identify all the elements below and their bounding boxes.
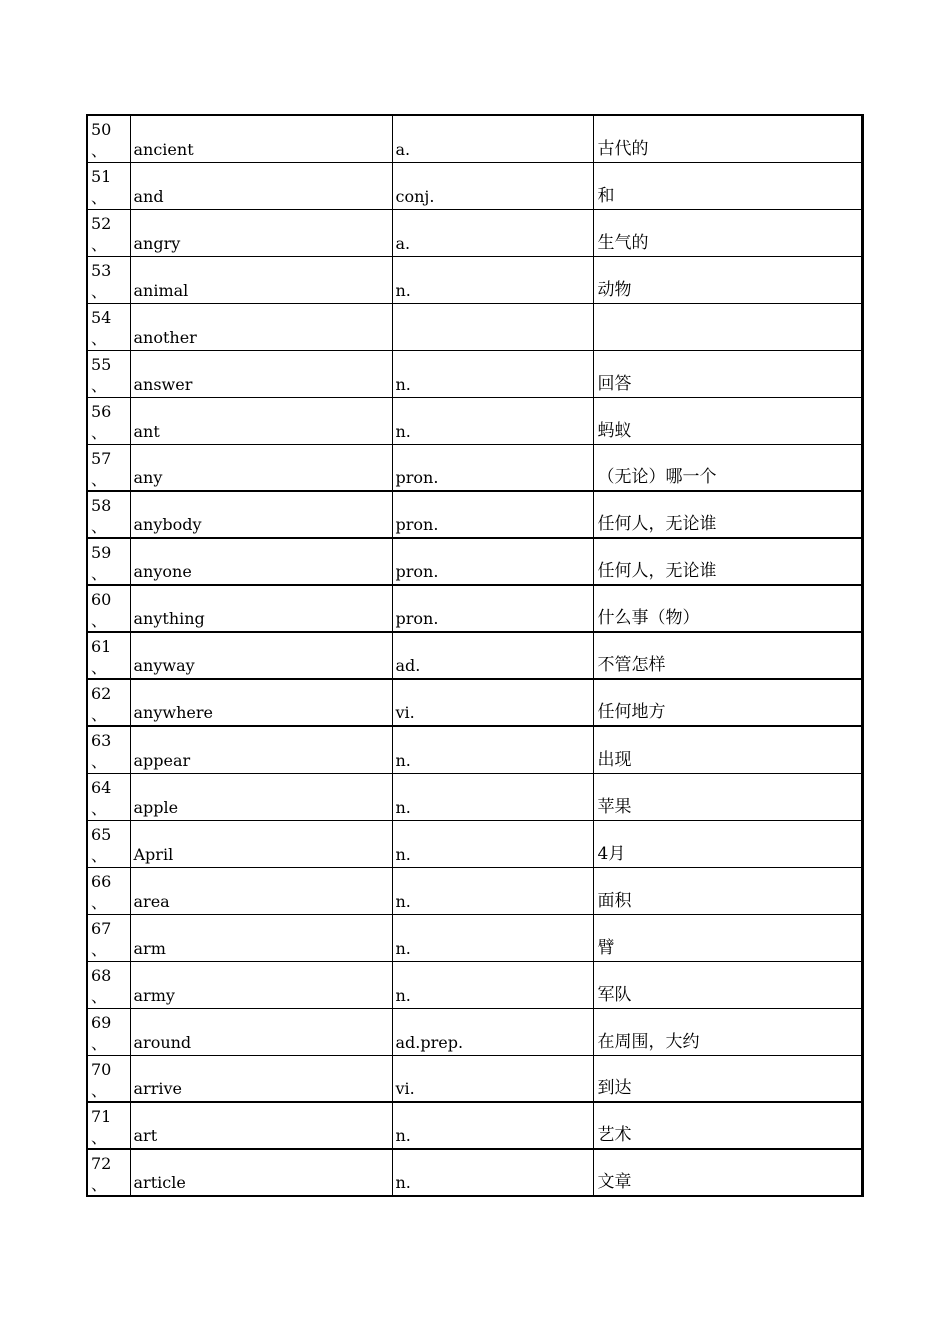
word-cell: anything [130, 585, 392, 632]
table-row [87, 538, 862, 585]
part-of-speech-cell: a. [392, 115, 593, 162]
part-of-speech-cell: vi. [392, 1055, 593, 1102]
row-number: 64 [91, 777, 112, 797]
meaning-cell: 蚂蚁 [593, 397, 862, 444]
table-row [87, 961, 862, 1008]
part-of-speech-cell: n. [392, 914, 593, 961]
row-number: 71 [91, 1107, 112, 1126]
word-cell: ancient [130, 115, 392, 162]
row-number: 54 [91, 307, 112, 327]
word-cell: art [130, 1102, 392, 1149]
row-number-separator: 、 [91, 187, 108, 207]
meaning-cell: 生气的 [593, 209, 862, 256]
word-cell: army [130, 961, 392, 1008]
part-of-speech-cell: pron. [392, 538, 593, 585]
row-number: 61 [91, 637, 112, 656]
table-row [87, 679, 862, 726]
row-number-separator: 、 [91, 1128, 108, 1147]
part-of-speech-cell: vi. [392, 679, 593, 726]
part-of-speech-cell: a. [392, 209, 593, 256]
part-of-speech-cell: n. [392, 1102, 593, 1149]
row-number-cell [87, 1008, 130, 1055]
row-number: 67 [91, 918, 112, 938]
part-of-speech-cell: n. [392, 773, 593, 820]
row-number-cell [87, 585, 130, 632]
row-number-cell [87, 491, 130, 538]
row-number: 65 [91, 824, 112, 844]
word-cell: anyone [130, 538, 392, 585]
row-number-separator: 、 [91, 141, 108, 160]
row-number-cell [87, 115, 130, 162]
row-number-separator: 、 [91, 939, 108, 959]
table-row [87, 444, 862, 491]
row-number-separator: 、 [91, 1033, 108, 1053]
meaning-cell: 臂 [593, 914, 862, 961]
word-cell: any [130, 444, 392, 491]
table-row [87, 914, 862, 961]
row-number-cell [87, 773, 130, 820]
word-cell: apple [130, 773, 392, 820]
row-number-separator: 、 [91, 281, 108, 301]
row-number-separator: 、 [91, 845, 108, 865]
row-number-cell [87, 679, 130, 726]
row-number-separator: 、 [91, 375, 108, 395]
meaning-cell [593, 303, 862, 350]
row-number-cell [87, 350, 130, 397]
row-number-cell [87, 820, 130, 867]
table-row [87, 726, 862, 773]
word-cell: arm [130, 914, 392, 961]
row-number-cell [87, 632, 130, 679]
part-of-speech-cell: n. [392, 350, 593, 397]
row-number: 58 [91, 496, 112, 515]
word-cell: arrive [130, 1055, 392, 1102]
part-of-speech-cell: n. [392, 256, 593, 303]
row-number-separator: 、 [91, 469, 108, 489]
row-number-separator: 、 [91, 611, 108, 630]
meaning-cell: 任何人，无论谁 [593, 538, 862, 585]
meaning-cell: 到达 [593, 1055, 862, 1102]
meaning-cell: 回答 [593, 350, 862, 397]
table-row [87, 397, 862, 444]
meaning-cell: 苹果 [593, 773, 862, 820]
row-number: 60 [91, 590, 112, 609]
meaning-cell: 出现 [593, 726, 862, 773]
row-number: 63 [91, 731, 112, 750]
word-cell: angry [130, 209, 392, 256]
row-number-separator: 、 [91, 1080, 108, 1100]
table-row [87, 115, 862, 162]
part-of-speech-cell: n. [392, 820, 593, 867]
part-of-speech-cell: pron. [392, 491, 593, 538]
meaning-cell: 和 [593, 162, 862, 209]
row-number: 56 [91, 401, 112, 421]
row-number: 55 [91, 354, 112, 374]
row-number: 69 [91, 1012, 112, 1032]
table-row [87, 1008, 862, 1055]
table-row [87, 585, 862, 632]
table-row [87, 1102, 862, 1149]
row-number: 52 [91, 213, 112, 233]
meaning-cell: 动物 [593, 256, 862, 303]
meaning-cell: 面积 [593, 867, 862, 914]
table-row [87, 773, 862, 820]
vocabulary-table [86, 114, 864, 1197]
row-number-cell [87, 444, 130, 491]
row-number-separator: 、 [91, 1175, 108, 1194]
table-row [87, 162, 862, 209]
part-of-speech-cell: n. [392, 1149, 593, 1196]
row-number-separator: 、 [91, 798, 108, 818]
meaning-cell: 在周围，大约 [593, 1008, 862, 1055]
row-number: 51 [91, 166, 112, 186]
row-number-separator: 、 [91, 705, 108, 724]
meaning-cell: 4月 [593, 820, 862, 867]
meaning-cell: 军队 [593, 961, 862, 1008]
row-number-cell [87, 961, 130, 1008]
table-row [87, 303, 862, 350]
row-number-separator: 、 [91, 986, 108, 1006]
row-number-separator: 、 [91, 658, 108, 677]
row-number-cell [87, 1055, 130, 1102]
row-number-cell [87, 209, 130, 256]
table-row [87, 491, 862, 538]
row-number: 72 [91, 1154, 112, 1173]
row-number-cell [87, 1149, 130, 1196]
row-number: 62 [91, 684, 112, 703]
row-number-cell [87, 914, 130, 961]
row-number-cell [87, 303, 130, 350]
table-row [87, 1055, 862, 1102]
table-row [87, 1149, 862, 1196]
row-number-cell [87, 726, 130, 773]
row-number-separator: 、 [91, 752, 108, 771]
row-number-cell [87, 1102, 130, 1149]
word-cell: around [130, 1008, 392, 1055]
part-of-speech-cell: conj. [392, 162, 593, 209]
row-number-separator: 、 [91, 892, 108, 912]
part-of-speech-cell: n. [392, 726, 593, 773]
row-number: 53 [91, 260, 112, 280]
word-cell: anywhere [130, 679, 392, 726]
meaning-cell: 文章 [593, 1149, 862, 1196]
part-of-speech-cell: n. [392, 397, 593, 444]
part-of-speech-cell [392, 303, 593, 350]
meaning-cell: 古代的 [593, 115, 862, 162]
meaning-cell: 任何人，无论谁 [593, 491, 862, 538]
word-cell: another [130, 303, 392, 350]
table-row [87, 350, 862, 397]
word-cell: anybody [130, 491, 392, 538]
word-cell: April [130, 820, 392, 867]
word-cell: animal [130, 256, 392, 303]
row-number: 68 [91, 965, 112, 985]
word-cell: area [130, 867, 392, 914]
table-row [87, 209, 862, 256]
table-row [87, 867, 862, 914]
part-of-speech-cell: ad. [392, 632, 593, 679]
word-cell: appear [130, 726, 392, 773]
word-cell: article [130, 1149, 392, 1196]
row-number: 66 [91, 871, 112, 891]
word-cell: ant [130, 397, 392, 444]
row-number: 59 [91, 543, 112, 562]
word-cell: answer [130, 350, 392, 397]
row-number: 57 [91, 448, 112, 468]
word-cell: and [130, 162, 392, 209]
table-row [87, 256, 862, 303]
part-of-speech-cell: n. [392, 867, 593, 914]
meaning-cell: 艺术 [593, 1102, 862, 1149]
table-row [87, 632, 862, 679]
meaning-cell: （无论）哪一个 [593, 444, 862, 491]
row-number-cell [87, 256, 130, 303]
part-of-speech-cell: ad.prep. [392, 1008, 593, 1055]
row-number-separator: 、 [91, 422, 108, 442]
part-of-speech-cell: pron. [392, 444, 593, 491]
row-number-separator: 、 [91, 234, 108, 254]
row-number-separator: 、 [91, 564, 108, 583]
row-number-cell [87, 867, 130, 914]
row-number-separator: 、 [91, 328, 108, 348]
meaning-cell: 任何地方 [593, 679, 862, 726]
row-number-cell [87, 397, 130, 444]
word-cell: anyway [130, 632, 392, 679]
row-number: 70 [91, 1059, 112, 1079]
meaning-cell: 什么事（物） [593, 585, 862, 632]
meaning-cell: 不管怎样 [593, 632, 862, 679]
part-of-speech-cell: n. [392, 961, 593, 1008]
table-row [87, 820, 862, 867]
row-number-cell [87, 538, 130, 585]
row-number-cell [87, 162, 130, 209]
row-number: 50 [91, 120, 112, 139]
part-of-speech-cell: pron. [392, 585, 593, 632]
row-number-separator: 、 [91, 517, 108, 536]
